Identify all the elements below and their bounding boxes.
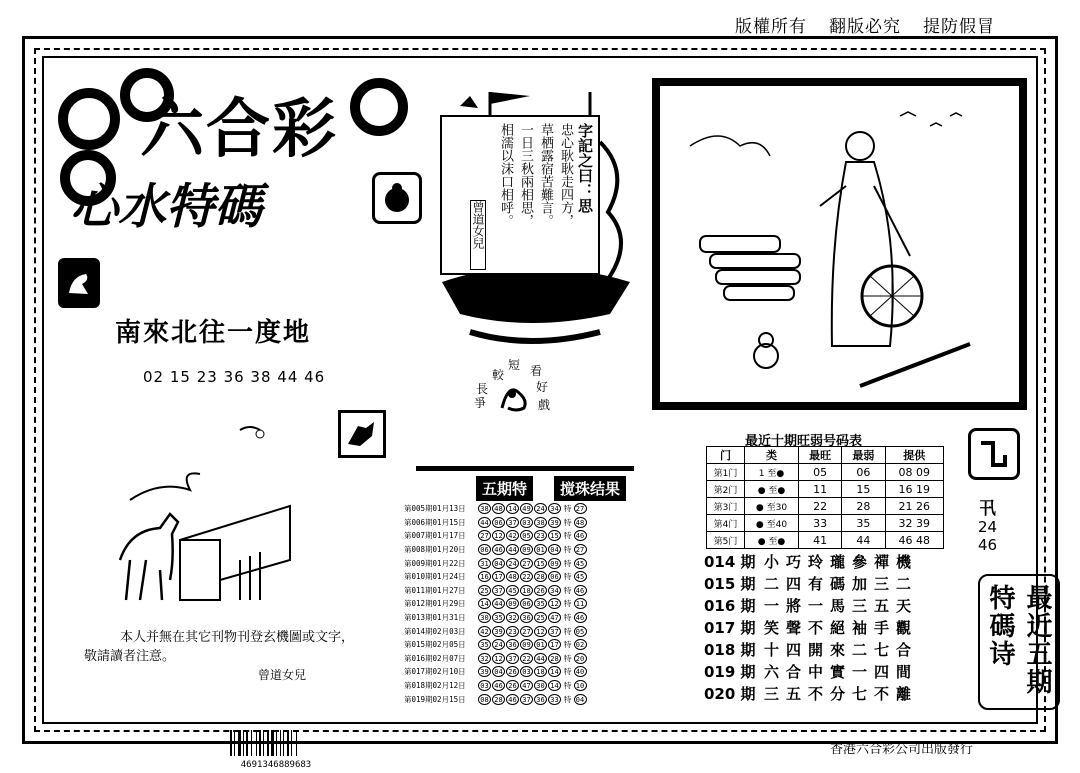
xun-label: 卂 bbox=[979, 499, 997, 519]
poem-period: 014 期 bbox=[704, 552, 756, 571]
poem-period: 015 期 bbox=[704, 574, 756, 593]
special-ball: 11 bbox=[574, 598, 587, 609]
special-label: 特 bbox=[564, 545, 572, 555]
barcode-bar bbox=[230, 730, 232, 756]
poem-text: 十四開來二七合 bbox=[764, 640, 919, 659]
sail-text-2: 忠心耿耿走四方， bbox=[558, 123, 573, 227]
special-ball: 46 bbox=[574, 585, 587, 596]
special-ball: 27 bbox=[574, 544, 587, 555]
special-label: 特 bbox=[564, 653, 572, 663]
table-header: 提供 bbox=[885, 447, 944, 464]
range-cell: ● 至● bbox=[745, 481, 799, 498]
xun-number-2: 46 bbox=[978, 536, 998, 554]
result-ball: 35 bbox=[492, 612, 505, 623]
table-header: 门 bbox=[707, 447, 745, 464]
result-period: 第005期01月13日 bbox=[404, 504, 466, 514]
result-ball: 34 bbox=[548, 503, 561, 514]
result-period: 第017期02月10日 bbox=[404, 667, 466, 677]
notice-line-1: 本人并無在其它刊物刊登玄機圖或文字， bbox=[120, 630, 355, 645]
result-ball: 16 bbox=[478, 571, 491, 582]
barcode-bar bbox=[243, 730, 244, 756]
cold-cell: 06 bbox=[842, 464, 885, 481]
result-ball: 37 bbox=[506, 653, 519, 664]
result-row bbox=[404, 638, 624, 652]
result-ball: 24 bbox=[492, 639, 505, 650]
result-period: 第012期01月29日 bbox=[404, 599, 466, 609]
poem-text: 笑聲不絕袖手觀 bbox=[764, 618, 919, 637]
result-ball: 01 bbox=[534, 544, 547, 555]
hot-cold-table bbox=[706, 446, 944, 549]
result-period: 第015期02月05日 bbox=[404, 640, 466, 650]
result-ball: 27 bbox=[478, 530, 491, 541]
result-ball: 37 bbox=[506, 517, 519, 528]
seal-stamp bbox=[470, 356, 580, 418]
range-cell: 1 至● bbox=[745, 464, 799, 481]
result-ball: 01 bbox=[534, 639, 547, 650]
result-ball: 32 bbox=[478, 653, 491, 664]
sail-text-1: 字記之曰：思 bbox=[576, 123, 594, 213]
result-ball: 04 bbox=[548, 544, 561, 555]
poem-period: 019 期 bbox=[704, 662, 756, 681]
barcode-bar bbox=[276, 730, 277, 756]
seal-char: 好 bbox=[536, 380, 549, 394]
poem-row bbox=[704, 660, 918, 682]
sail-panel bbox=[440, 115, 600, 275]
result-ball: 45 bbox=[506, 585, 519, 596]
result-period: 第007期01月17日 bbox=[404, 531, 466, 541]
result-ball: 48 bbox=[492, 503, 505, 514]
seal-char: 長 bbox=[476, 382, 489, 396]
result-ball: 03 bbox=[520, 666, 533, 677]
result-row bbox=[404, 679, 624, 693]
door-cell: 第1门 bbox=[707, 464, 745, 481]
result-ball: 39 bbox=[548, 517, 561, 528]
barcode-bar bbox=[296, 730, 297, 756]
result-row bbox=[404, 529, 624, 543]
result-ball: 39 bbox=[478, 666, 491, 677]
table-header: 最旺 bbox=[799, 447, 842, 464]
special-ball: 45 bbox=[574, 571, 587, 582]
table-row bbox=[707, 481, 944, 498]
barcode-bar bbox=[283, 730, 284, 756]
result-row bbox=[404, 516, 624, 530]
table-row bbox=[707, 498, 944, 515]
xun-number-1: 24 bbox=[978, 518, 998, 536]
special-ball: 48 bbox=[574, 517, 587, 528]
hot-cell: 22 bbox=[799, 498, 842, 515]
result-row bbox=[404, 624, 624, 638]
result-ball: 37 bbox=[520, 694, 533, 705]
result-ball: 35 bbox=[534, 598, 547, 609]
result-period: 第011期01月27日 bbox=[404, 585, 466, 595]
copyright-notice bbox=[735, 12, 995, 37]
result-ball: 46 bbox=[492, 680, 505, 691]
special-label: 特 bbox=[564, 572, 572, 582]
result-ball: 30 bbox=[478, 612, 491, 623]
result-row bbox=[404, 570, 624, 584]
result-ball: 22 bbox=[520, 653, 533, 664]
special-ball: 10 bbox=[574, 680, 587, 691]
cold-cell: 15 bbox=[842, 481, 885, 498]
table-header-row bbox=[707, 447, 944, 464]
give-cell: 32 39 bbox=[885, 515, 944, 532]
result-ball: 28 bbox=[534, 571, 547, 582]
special-label: 特 bbox=[564, 517, 572, 527]
result-period: 第006期01月15日 bbox=[404, 517, 466, 527]
result-ball: 03 bbox=[520, 517, 533, 528]
beware-text: 提防假冒 bbox=[923, 17, 995, 37]
result-row bbox=[404, 597, 624, 611]
special-ball: 05 bbox=[574, 626, 587, 637]
horse-head-icon bbox=[58, 258, 100, 308]
range-cell: ● 至40 bbox=[745, 515, 799, 532]
notice-signature: 曾道女兒 bbox=[258, 668, 307, 682]
barcode-bar bbox=[259, 730, 261, 756]
result-ball: 49 bbox=[520, 503, 533, 514]
result-ball: 26 bbox=[534, 585, 547, 596]
sail-text-4: 一日三秋兩相思， bbox=[518, 123, 533, 227]
result-period: 第013期01月31日 bbox=[404, 613, 466, 623]
result-ball: 36 bbox=[520, 612, 533, 623]
result-ball: 06 bbox=[478, 544, 491, 555]
special-label: 特 bbox=[564, 531, 572, 541]
result-period: 第010期01月24日 bbox=[404, 572, 466, 582]
barcode-bar bbox=[271, 730, 274, 756]
hot-cell: 41 bbox=[799, 532, 842, 549]
result-ball: 44 bbox=[534, 653, 547, 664]
hand-icon bbox=[338, 410, 386, 458]
result-ball: 06 bbox=[492, 517, 505, 528]
poem-list bbox=[704, 550, 918, 704]
poem-row bbox=[704, 638, 918, 660]
sail-text-5: 相濡以沫口相呼。 bbox=[498, 123, 513, 227]
poem-period: 016 期 bbox=[704, 596, 756, 615]
result-row bbox=[404, 543, 624, 557]
decor-circle-1 bbox=[58, 88, 120, 150]
barcode-bar bbox=[234, 730, 235, 756]
result-ball: 09 bbox=[506, 598, 519, 609]
result-ball: 33 bbox=[548, 694, 561, 705]
vertical-banner: 最近五期特碼诗 bbox=[978, 574, 1060, 710]
result-row bbox=[404, 665, 624, 679]
result-ball: 12 bbox=[548, 598, 561, 609]
barcode-bar bbox=[246, 730, 248, 756]
result-ball: 05 bbox=[520, 530, 533, 541]
poem-row bbox=[704, 616, 918, 638]
result-ball: 27 bbox=[520, 558, 533, 569]
result-row bbox=[404, 692, 624, 706]
boat-flag-text: 曾道女兒 bbox=[470, 200, 486, 270]
result-ball: 46 bbox=[506, 694, 519, 705]
rights-text: 版權所有 bbox=[735, 17, 807, 37]
give-cell: 16 19 bbox=[885, 481, 944, 498]
table-header: 最弱 bbox=[842, 447, 885, 464]
seal-char: 較 bbox=[492, 368, 505, 382]
result-ball: 36 bbox=[534, 694, 547, 705]
hot-cell: 33 bbox=[799, 515, 842, 532]
result-ball: 47 bbox=[520, 680, 533, 691]
result-ball: 04 bbox=[492, 666, 505, 677]
result-ball: 37 bbox=[548, 626, 561, 637]
no-copy-text: 翻版必究 bbox=[829, 17, 901, 37]
result-ball: 18 bbox=[520, 585, 533, 596]
table-row bbox=[707, 515, 944, 532]
result-ball: 35 bbox=[478, 639, 491, 650]
poem-text: 二四有碼加三二 bbox=[764, 574, 919, 593]
result-ball: 32 bbox=[506, 612, 519, 623]
result-ball: 26 bbox=[506, 680, 519, 691]
result-ball: 15 bbox=[534, 558, 547, 569]
page-subtitle: 心水特碼 bbox=[70, 179, 263, 235]
door-cell: 第3门 bbox=[707, 498, 745, 515]
table-row bbox=[707, 532, 944, 549]
decor-circle-4 bbox=[350, 78, 408, 136]
result-ball: 44 bbox=[506, 544, 519, 555]
hot-cell: 05 bbox=[799, 464, 842, 481]
result-ball: 08 bbox=[478, 694, 491, 705]
result-ball: 28 bbox=[548, 653, 561, 664]
give-cell: 46 48 bbox=[885, 532, 944, 549]
results-header-right: 搅珠结果 bbox=[554, 476, 626, 501]
result-ball: 23 bbox=[534, 530, 547, 541]
barcode-bar bbox=[251, 730, 252, 756]
result-ball: 44 bbox=[492, 598, 505, 609]
result-ball: 37 bbox=[492, 585, 505, 596]
barcode-bar bbox=[280, 730, 281, 756]
result-row bbox=[404, 652, 624, 666]
result-ball: 09 bbox=[520, 639, 533, 650]
result-ball: 25 bbox=[534, 612, 547, 623]
poem-text: 六合中實一四間 bbox=[764, 662, 919, 681]
barcode-bar bbox=[291, 730, 292, 756]
poem-text: 三五不分七不離 bbox=[764, 684, 919, 703]
result-ball: 47 bbox=[548, 612, 561, 623]
special-ball: 02 bbox=[574, 639, 587, 650]
result-period: 第019期02月15日 bbox=[404, 694, 466, 704]
result-period: 第009期01月22日 bbox=[404, 558, 466, 568]
result-ball: 26 bbox=[506, 666, 519, 677]
hot-cold-title: 最近十期旺弱号码表 bbox=[745, 434, 863, 449]
scholar-illustration bbox=[652, 78, 1027, 410]
result-ball: 09 bbox=[548, 558, 561, 569]
special-label: 特 bbox=[564, 681, 572, 691]
result-ball: 03 bbox=[478, 680, 491, 691]
result-ball: 14 bbox=[506, 503, 519, 514]
result-ball: 46 bbox=[492, 544, 505, 555]
result-row bbox=[404, 502, 624, 516]
result-ball: 28 bbox=[492, 694, 505, 705]
results-header-left: 五期特 bbox=[476, 476, 533, 501]
result-row bbox=[404, 584, 624, 598]
notice-line-2: 敬請讀者注意。 bbox=[84, 649, 176, 664]
special-ball: 45 bbox=[574, 558, 587, 569]
result-ball: 06 bbox=[548, 571, 561, 582]
special-label: 特 bbox=[564, 626, 572, 636]
result-ball: 14 bbox=[478, 598, 491, 609]
lucky-numbers: 02 15 23 36 38 44 46 bbox=[143, 368, 326, 386]
seal-char: 爭 bbox=[474, 396, 487, 410]
result-ball: 24 bbox=[534, 503, 547, 514]
result-period: 第018期02月12日 bbox=[404, 681, 466, 691]
sail-text-3: 草栖露宿苦難言。 bbox=[538, 123, 553, 227]
result-ball: 15 bbox=[548, 530, 561, 541]
special-label: 特 bbox=[564, 667, 572, 677]
range-cell: ● 至● bbox=[745, 532, 799, 549]
result-ball: 12 bbox=[534, 626, 547, 637]
cold-cell: 28 bbox=[842, 498, 885, 515]
slogan: 南來北往一度地 bbox=[115, 318, 312, 348]
poem-row bbox=[704, 682, 918, 704]
poem-text: 一將一馬三五天 bbox=[764, 596, 919, 615]
page-title: 六合彩 bbox=[140, 93, 338, 167]
special-ball: 40 bbox=[574, 666, 587, 677]
result-ball: 18 bbox=[534, 666, 547, 677]
result-period: 第008期01月20日 bbox=[404, 545, 466, 555]
result-ball: 17 bbox=[548, 639, 561, 650]
result-ball: 22 bbox=[520, 571, 533, 582]
result-ball: 42 bbox=[506, 530, 519, 541]
result-period: 第016期02月07日 bbox=[404, 653, 466, 663]
result-ball: 12 bbox=[492, 653, 505, 664]
result-ball: 17 bbox=[492, 571, 505, 582]
special-ball: 20 bbox=[574, 653, 587, 664]
result-ball: 31 bbox=[478, 558, 491, 569]
results-header bbox=[416, 466, 634, 502]
result-ball: 24 bbox=[506, 558, 519, 569]
result-ball: 23 bbox=[506, 626, 519, 637]
special-ball: 46 bbox=[574, 612, 587, 623]
barcode-bar bbox=[263, 730, 264, 756]
special-ball: 46 bbox=[574, 530, 587, 541]
special-label: 特 bbox=[564, 599, 572, 609]
cold-cell: 44 bbox=[842, 532, 885, 549]
xun-numbers bbox=[978, 500, 997, 554]
pointing-hand-icon bbox=[968, 428, 1020, 480]
barcode-bar bbox=[238, 730, 241, 756]
table-header: 类 bbox=[745, 447, 799, 464]
give-cell: 21 26 bbox=[885, 498, 944, 515]
barcode-bar bbox=[267, 730, 269, 756]
hot-cell: 11 bbox=[799, 481, 842, 498]
special-label: 特 bbox=[564, 585, 572, 595]
special-label: 特 bbox=[564, 504, 572, 514]
result-ball: 25 bbox=[478, 585, 491, 596]
rooster-icon bbox=[372, 172, 422, 224]
result-period: 第014期02月03日 bbox=[404, 626, 466, 636]
seal-char: 看 bbox=[530, 364, 543, 378]
result-ball: 14 bbox=[548, 680, 561, 691]
result-row bbox=[404, 556, 624, 570]
result-ball: 12 bbox=[492, 530, 505, 541]
special-label: 特 bbox=[564, 558, 572, 568]
poem-row bbox=[704, 594, 918, 616]
result-ball: 42 bbox=[478, 626, 491, 637]
results-list bbox=[404, 502, 624, 706]
header-bar bbox=[416, 466, 634, 471]
barcode-bar bbox=[287, 730, 289, 756]
result-ball: 36 bbox=[506, 639, 519, 650]
result-ball: 14 bbox=[548, 666, 561, 677]
result-ball: 48 bbox=[506, 571, 519, 582]
result-ball: 38 bbox=[478, 503, 491, 514]
special-label: 特 bbox=[564, 640, 572, 650]
result-ball: 09 bbox=[520, 544, 533, 555]
result-ball: 27 bbox=[520, 626, 533, 637]
table-row bbox=[707, 464, 944, 481]
poem-period: 017 期 bbox=[704, 618, 756, 637]
result-ball: 44 bbox=[478, 517, 491, 528]
notice-block bbox=[84, 628, 394, 685]
cold-cell: 35 bbox=[842, 515, 885, 532]
poem-text: 小巧玲瓏參禪機 bbox=[764, 552, 919, 571]
seal-char: 戲 bbox=[538, 398, 551, 412]
result-ball: 04 bbox=[492, 558, 505, 569]
result-row bbox=[404, 611, 624, 625]
range-cell: ● 至30 bbox=[745, 498, 799, 515]
barcode-number: 4691346889683 bbox=[240, 760, 312, 770]
result-ball: 30 bbox=[534, 680, 547, 691]
special-label: 特 bbox=[564, 694, 572, 704]
door-cell: 第4门 bbox=[707, 515, 745, 532]
barcode bbox=[228, 730, 324, 770]
give-cell: 08 09 bbox=[885, 464, 944, 481]
publisher: 香港六合彩公司出版發行 bbox=[830, 742, 974, 757]
poem-row bbox=[704, 572, 918, 594]
result-ball: 06 bbox=[520, 598, 533, 609]
special-label: 特 bbox=[564, 613, 572, 623]
door-cell: 第2门 bbox=[707, 481, 745, 498]
result-ball: 38 bbox=[534, 517, 547, 528]
door-cell: 第5门 bbox=[707, 532, 745, 549]
barcode-bar bbox=[256, 730, 257, 756]
seal-char: 短 bbox=[508, 358, 521, 372]
poem-period: 018 期 bbox=[704, 640, 756, 659]
poem-period: 020 期 bbox=[704, 684, 756, 703]
result-ball: 34 bbox=[548, 585, 561, 596]
special-ball: 04 bbox=[574, 694, 587, 705]
result-ball: 39 bbox=[492, 626, 505, 637]
special-ball: 27 bbox=[574, 503, 587, 514]
poem-row bbox=[704, 550, 918, 572]
horse-illustration bbox=[100, 410, 300, 610]
